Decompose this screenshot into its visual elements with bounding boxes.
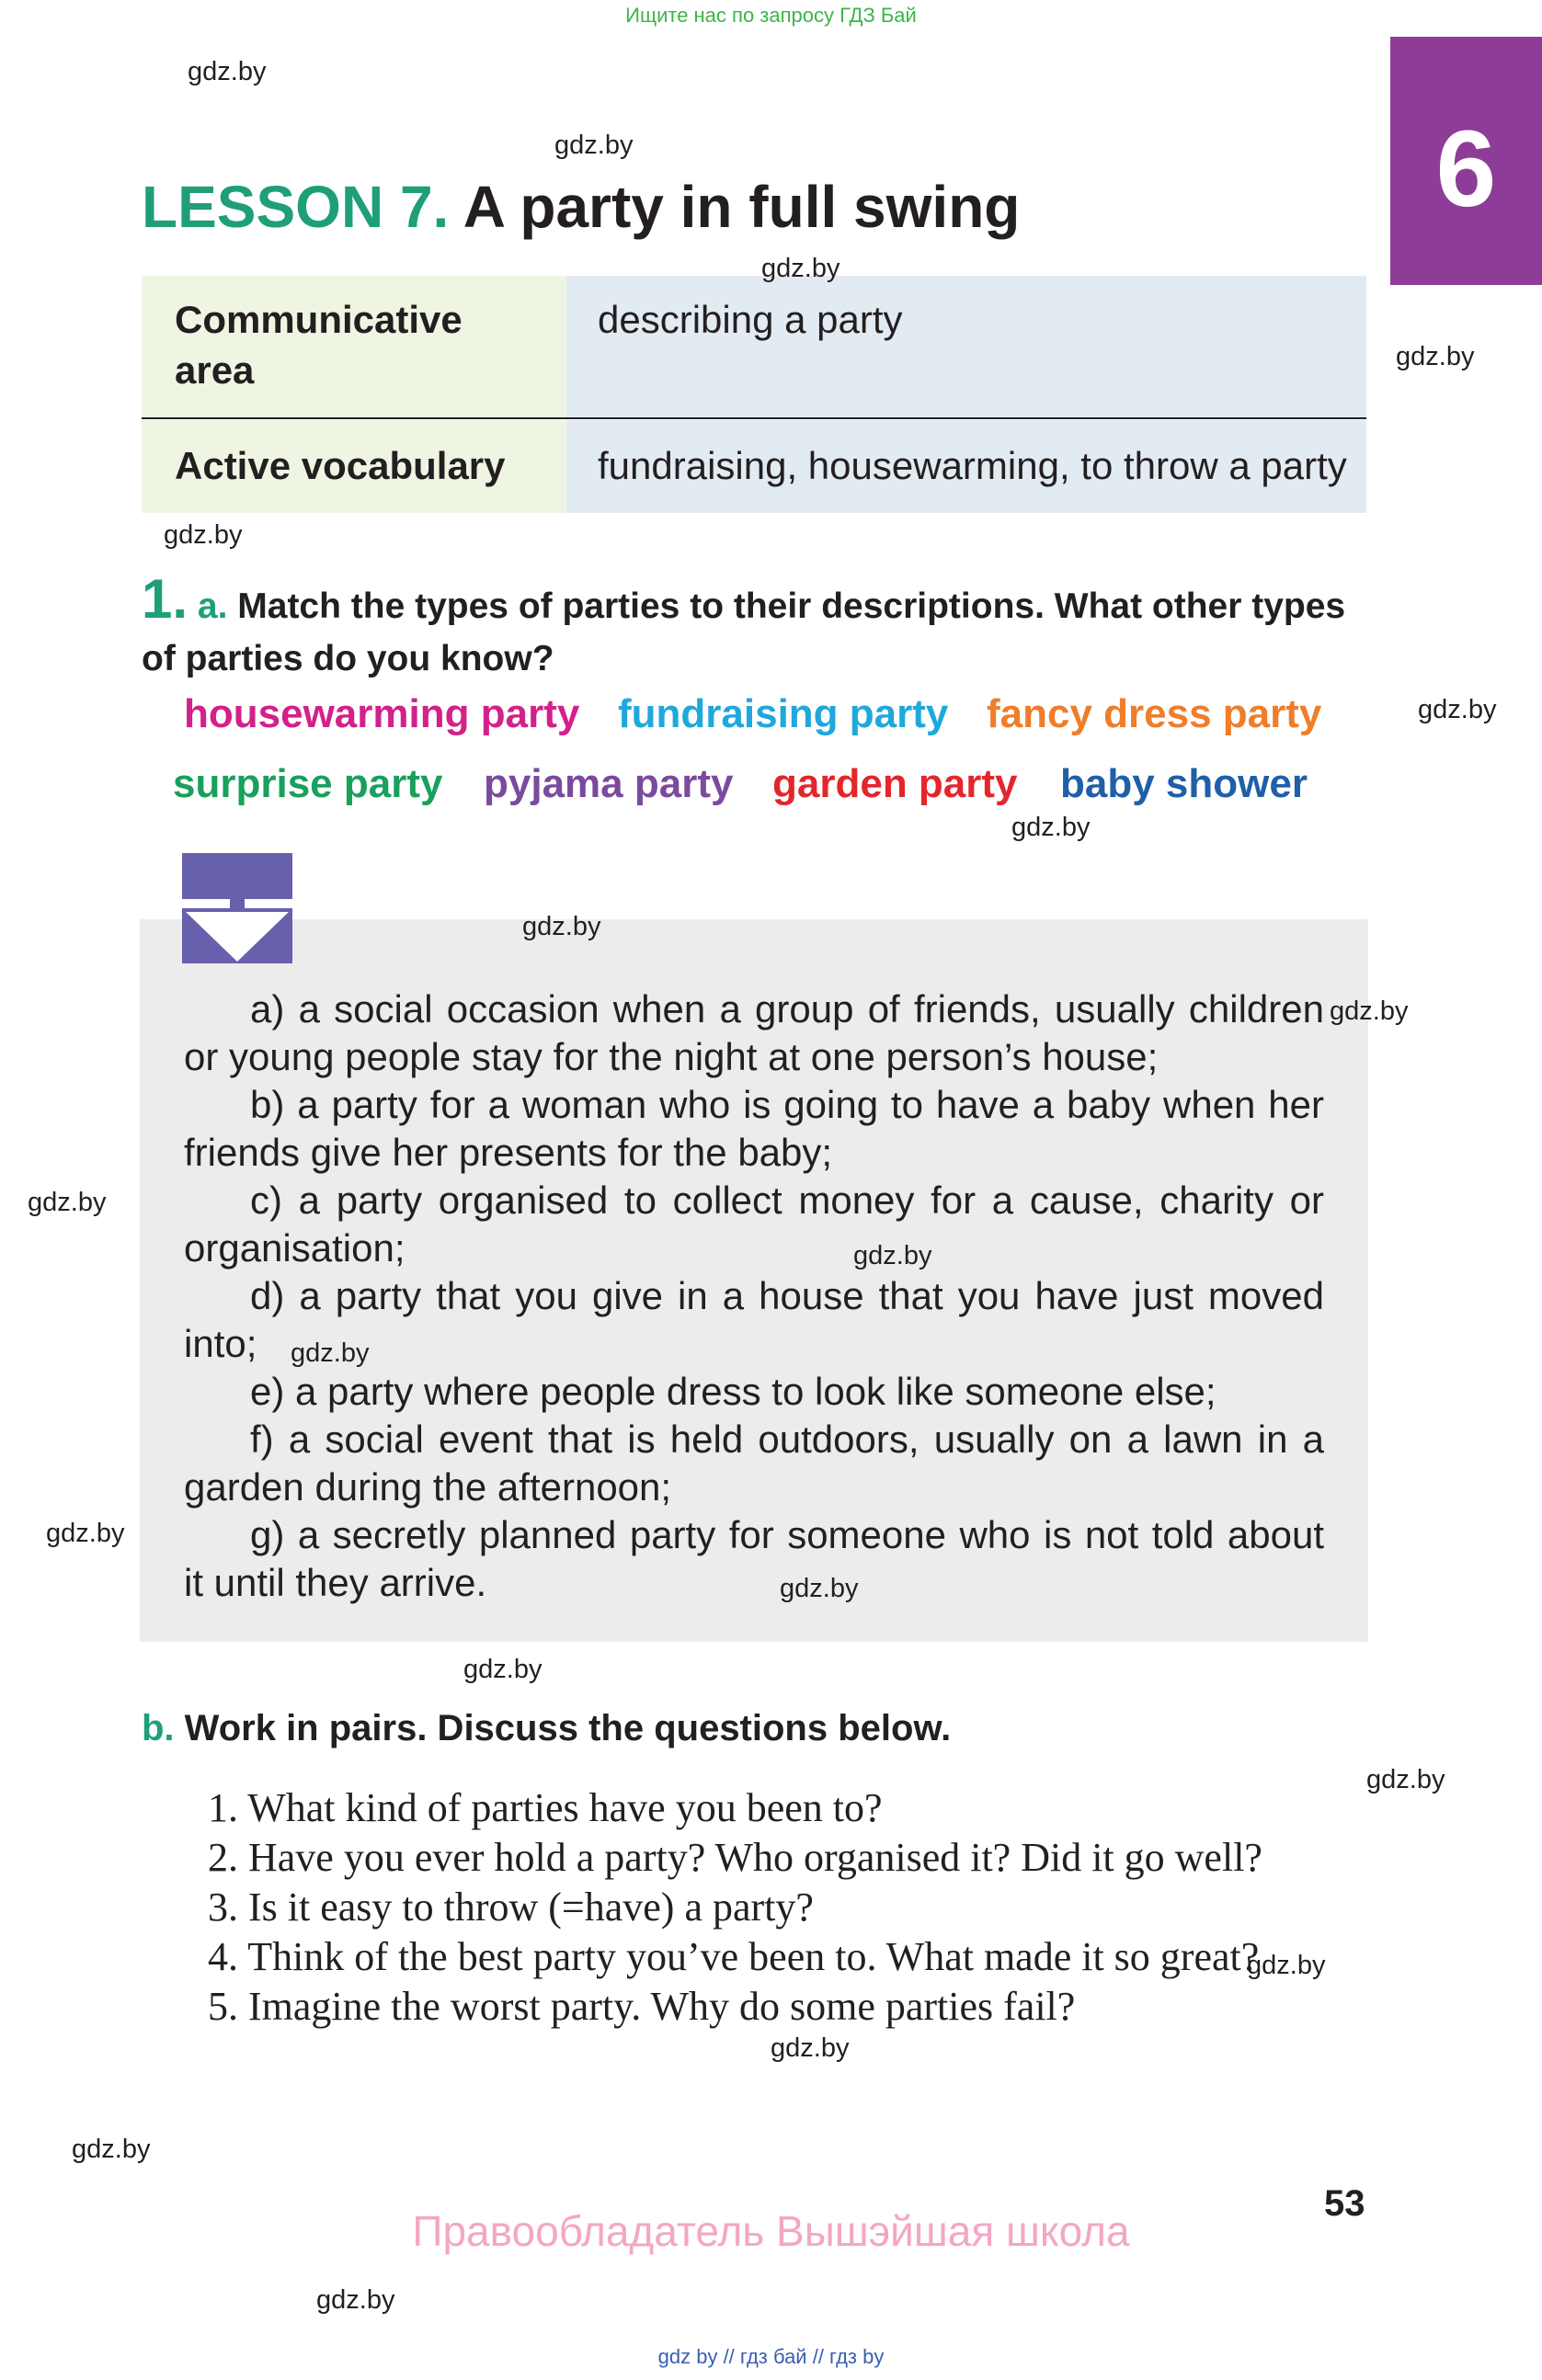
definition-c: c) a party organised to collect money for a cause, charity or organisation; [184, 1179, 1324, 1270]
vocabulary-value: fundraising, housewarming, to throw a party [598, 444, 1347, 487]
watermark: gdz.by [853, 1241, 932, 1270]
watermark: gdz.by [188, 57, 267, 86]
lesson-number: LESSON 7. [142, 174, 450, 240]
definition-f: f) a social event that is held outdoors, usually on a lawn in a garden during the afternoon; [184, 1418, 1324, 1509]
question-1: 1. What kind of parties have you been to? [208, 1785, 883, 1830]
watermark: gdz.by [1418, 695, 1497, 724]
watermark: gdz.by [554, 131, 634, 160]
task-1a-heading [142, 563, 1366, 683]
table-divider [142, 417, 1366, 419]
watermark: gdz.by [291, 1338, 370, 1368]
communicative-value: describing a party [598, 298, 903, 341]
watermark: gdz.by [72, 2135, 151, 2164]
page-number: 53 [1324, 2183, 1365, 2224]
definitions-list [184, 985, 1324, 1607]
bottom-links[interactable]: gdz by // гдз бай // гдз by [657, 2345, 885, 2368]
watermark: gdz.by [463, 1655, 543, 1684]
question-5: 5. Imagine the worst party. Why do some parties fail? [208, 1984, 1076, 2029]
watermark: gdz.by [1366, 1765, 1445, 1794]
watermark: gdz.by [771, 2033, 850, 2063]
task-instruction: Match the types of parties to their descriptions. What other types of parties do you know? [142, 586, 1346, 679]
top-banner[interactable]: Ищите нас по запросу ГДЗ Бай [625, 4, 917, 27]
definitions-box [140, 919, 1368, 1642]
lesson-name: A party in full swing [463, 174, 1021, 240]
party-type-baby-shower: baby shower [1060, 761, 1308, 806]
chapter-tab [1390, 37, 1542, 285]
definition-g: g) a secretly planned party for someone who is not told about it until they arrive. [184, 1513, 1324, 1604]
party-type-fundraising: fundraising party [618, 691, 949, 736]
watermark: gdz.by [1396, 342, 1475, 371]
communicative-value-cell [566, 276, 1366, 418]
definition-e: e) a party where people dress to look like someone else; [250, 1370, 1216, 1413]
vocabulary-value-cell [566, 420, 1366, 513]
party-type-surprise: surprise party [173, 761, 443, 806]
watermark: gdz.by [28, 1188, 107, 1217]
watermark: gdz.by [1247, 1951, 1326, 1980]
chapter-number: 6 [1435, 108, 1497, 230]
task-letter: a. [197, 586, 228, 626]
task-1b-heading [142, 1708, 951, 1749]
lesson-info-table [142, 276, 1366, 513]
party-type-garden: garden party [772, 761, 1018, 806]
lesson-title [142, 175, 1020, 239]
down-arrow-icon [182, 853, 292, 963]
definition-a: a) a social occasion when a group of friends, usually children or young people stay for the night at one person’s house; [184, 987, 1324, 1078]
discussion-questions [142, 1783, 1366, 2032]
question-3: 3. Is it easy to throw (=have) a party? [208, 1885, 814, 1930]
communicative-label-cell [142, 276, 566, 418]
party-type-pyjama: pyjama party [484, 761, 734, 806]
vocabulary-label-cell [142, 420, 566, 513]
task-number: 1. [142, 568, 188, 630]
watermark: gdz.by [522, 912, 601, 941]
watermark: gdz.by [316, 2285, 395, 2315]
watermark: gdz.by [1330, 996, 1409, 1026]
watermark: gdz.by [761, 254, 840, 283]
task-b-instruction: Work in pairs. Discuss the questions below. [184, 1708, 952, 1748]
watermark: gdz.by [1011, 813, 1091, 842]
task-b-letter: b. [142, 1708, 175, 1748]
watermark: gdz.by [780, 1574, 859, 1603]
copyright-notice: Правообладатель Вышэйшая школа [412, 2207, 1130, 2255]
vocabulary-label: Active vocabulary [175, 444, 506, 487]
communicative-label: Communicative area [175, 298, 463, 393]
definition-d: d) a party that you give in a house that you have just moved into; [184, 1274, 1324, 1365]
definition-b: b) a party for a woman who is going to have a baby when her friends give her presents for the baby; [184, 1083, 1324, 1174]
watermark: gdz.by [46, 1519, 125, 1548]
party-type-fancy-dress: fancy dress party [987, 691, 1322, 736]
question-4: 4. Think of the best party you’ve been to. What made it so great? [208, 1934, 1260, 1979]
watermark: gdz.by [164, 520, 243, 550]
question-2: 2. Have you ever hold a party? Who organised it? Did it go well? [208, 1835, 1262, 1880]
party-type-housewarming: housewarming party [184, 691, 580, 736]
